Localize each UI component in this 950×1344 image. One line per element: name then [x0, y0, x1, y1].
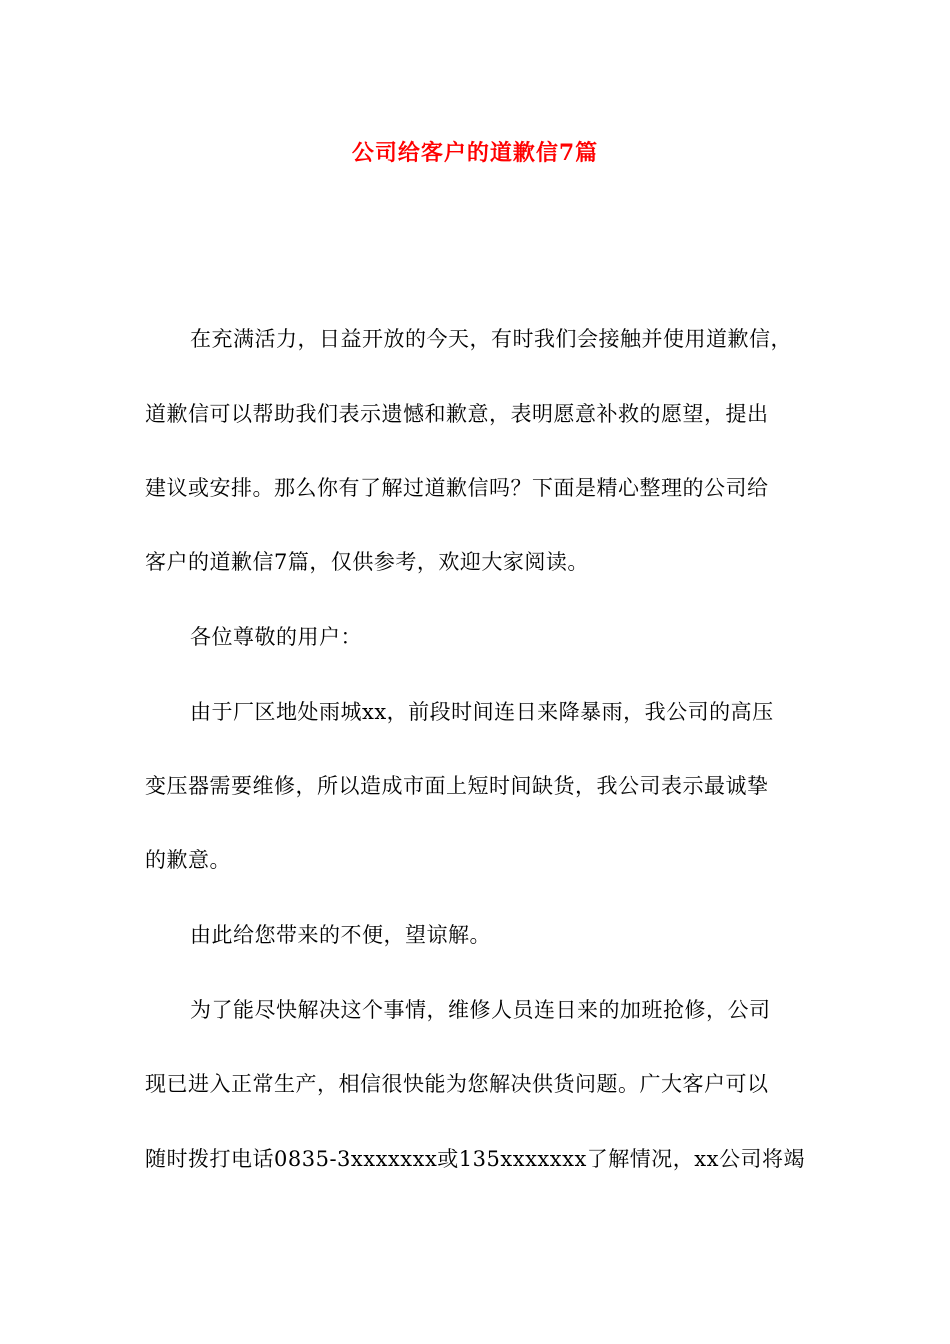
paragraph-line: 随时拨打电话0835-3xxxxxxx或135xxxxxxx了解情况，xx公司将竭: [145, 1147, 805, 1171]
paragraph-line: 的歉意。: [145, 848, 231, 872]
paragraph-line: 现已进入正常生产，相信很快能为您解决供货问题。广大客户可以: [145, 1072, 769, 1096]
paragraph-line: 由此给您带来的不便，望谅解。: [190, 923, 491, 947]
paragraph-line: 建议或安排。那么你有了解过道歉信吗？下面是精心整理的公司给: [145, 476, 769, 500]
paragraph-line: 客户的道歉信7篇，仅供参考，欢迎大家阅读。: [145, 550, 589, 574]
paragraph-line: 由于厂区地处雨城xx，前段时间连日来降暴雨，我公司的高压: [190, 700, 774, 724]
paragraph-line: 道歉信可以帮助我们表示遗憾和歉意，表明愿意补救的愿望，提出: [145, 402, 769, 426]
paragraph-line: 变压器需要维修，所以造成市面上短时间缺货，我公司表示最诚挚: [145, 774, 769, 798]
paragraph-line: 在充满活力，日益开放的今天，有时我们会接触并使用道歉信，: [190, 327, 792, 351]
salutation-line: 各位尊敬的用户：: [190, 625, 362, 649]
paragraph-line: 为了能尽快解决这个事情，维修人员连日来的加班抢修，公司: [190, 998, 771, 1022]
document-title: 公司给客户的道歉信7篇: [351, 140, 599, 166]
